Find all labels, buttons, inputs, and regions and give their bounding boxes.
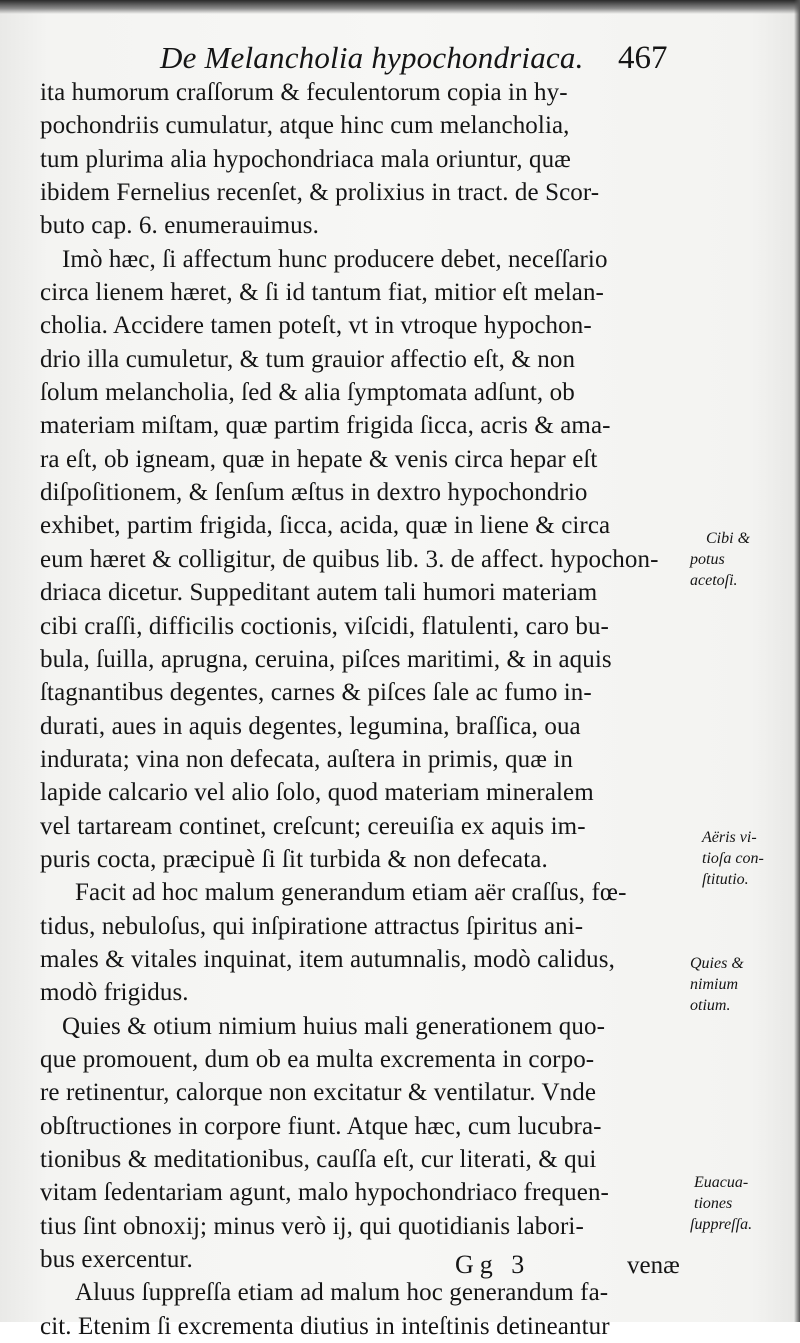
text-line: puris cocta, præcipuè ſi ſit turbida & non defecata. — [40, 845, 548, 873]
text-line: ſolum melancholia, ſed & alia ſymptomata adſunt, ob — [40, 379, 575, 407]
text-line: cholia. Accidere tamen poteſt, vt in vtroque hypochon- — [40, 312, 592, 340]
text-line: bula, ſuilla, aprugna, ceruina, piſces maritimi, & in aquis — [40, 645, 612, 673]
paragraph-start-line: Facit ad hoc malum generandum etiam aër craſſus, fœ- — [75, 879, 627, 907]
page-right-edge-shadow — [794, 0, 800, 1322]
margin-note-line: ſuppreſſa. — [690, 1216, 753, 1233]
text-line: modò frigidus. — [40, 979, 189, 1007]
margin-note-cibi — [690, 528, 750, 591]
catchword: venæ — [627, 1252, 680, 1279]
text-line: tum plurima alia hypochondriaca mala oriuntur, quæ — [40, 145, 571, 173]
margin-note-line: Euacua- — [694, 1174, 749, 1191]
signature-mark: Gg 3 — [455, 1250, 531, 1279]
text-line: obſtructiones in corpore fiunt. Atque hæc, cum lucubra- — [40, 1112, 602, 1140]
text-line: indurata; vina non defecata, auſtera in primis, quæ in — [40, 745, 574, 773]
paragraph-start-line: Quies & otium nimium huius mali generationem quo- — [62, 1012, 606, 1040]
text-line: lapide calcario vel alio ſolo, quod materiam mineralem — [40, 779, 594, 807]
text-line: circa lienem hæret, & ſi id tantum fiat, mitior eſt melan- — [40, 279, 604, 307]
margin-note-aeris — [690, 827, 764, 890]
text-line: re retinentur, calorque non excitatur & ventilatur. Vnde — [40, 1079, 597, 1107]
text-line: ita humorum craſſorum & feculentorum copia in hy- — [40, 79, 568, 106]
text-line: driaca dicetur. Suppeditant autem tali humori materiam — [40, 579, 598, 607]
text-line: eum hæret & colligitur, de quibus lib. 3. de affect. hypochon- — [40, 545, 659, 573]
paragraph-start-line: Aluus ſuppreſſa etiam ad malum hoc generandum fa- — [75, 1279, 609, 1307]
text-line: durati, aues in aquis degentes, legumina, braſſica, oua — [40, 712, 581, 740]
margin-note-line: nimium — [690, 976, 738, 993]
margin-note-line: ſtitutio. — [702, 871, 749, 888]
text-line: cibi craſſi, difficilis coctionis, viſcidi, flatulenti, caro bu- — [40, 612, 609, 640]
text-line: pochondriis cumulatur, atque hinc cum melancholia, — [40, 112, 570, 140]
margin-note-line: Cibi & — [706, 530, 751, 547]
paragraph-start-line: Imò hæc, ſi affectum hunc producere debet, neceſſario — [62, 245, 608, 273]
body-text — [40, 76, 685, 1343]
text-line: que promouent, dum ob ea multa excrementa in corpo- — [40, 1045, 595, 1073]
page-top-edge-shadow — [0, 0, 800, 14]
running-head: De Melancholia hypochondriaca. — [160, 40, 584, 75]
text-line: diſpoſitionem, & ſenſum æſtus in dextro hypochondrio — [40, 479, 588, 507]
margin-note-line: tioſa con- — [702, 850, 764, 867]
margin-note-line: tiones — [694, 1195, 733, 1212]
text-line: vel tartaream continet, creſcunt; cereuiſia ex aquis im- — [40, 812, 586, 840]
text-line: males & vitales inquinat, item autumnalis, modò calidus, — [40, 945, 615, 973]
margin-note-line: Aëris vi- — [702, 829, 757, 846]
margin-note-quies — [690, 953, 744, 1016]
text-line: materiam miſtam, quæ partim frigida ſicca, acris & ama- — [40, 412, 611, 440]
margin-note-line: acetoſi. — [690, 572, 738, 589]
text-line: ibidem Fernelius recenſet, & prolixius in tract. de Scor- — [40, 179, 600, 207]
text-line: exhibet, partim frigida, ſicca, acida, quæ in liene & circa — [40, 512, 611, 540]
margin-note-line: potus — [690, 551, 725, 568]
text-line: ra eſt, ob igneam, quæ in hepate & venis circa hepar eſt — [40, 445, 598, 473]
text-line: buto cap. 6. enumerauimus. — [40, 212, 319, 240]
margin-note-line: Quies & — [690, 955, 744, 972]
text-line: tionibus & meditationibus, cauſſa eſt, cur literati, & qui — [40, 1146, 597, 1173]
text-line: drio illa cumuletur, & tum grauior affectio eſt, & non — [40, 345, 576, 373]
margin-note-euacuationes — [690, 1172, 752, 1235]
text-line: bus exercentur. — [40, 1246, 193, 1274]
text-line: tidus, nebuloſus, qui inſpiratione attractus ſpiritus ani- — [40, 912, 584, 940]
page-number: 467 — [618, 40, 668, 76]
text-line: tius ſint obnoxij; minus verò ij, qui quotidianis labori- — [40, 1212, 584, 1240]
text-line: vitam ſedentariam agunt, malo hypochondriaco frequen- — [40, 1179, 609, 1207]
text-line: ſtagnantibus degentes, carnes & piſces ſale ac fumo in- — [40, 679, 592, 707]
text-line: cit. Etenim ſi excrementa diutius in inteſtinis detineantur — [40, 1312, 610, 1340]
margin-note-line: otium. — [690, 997, 731, 1014]
